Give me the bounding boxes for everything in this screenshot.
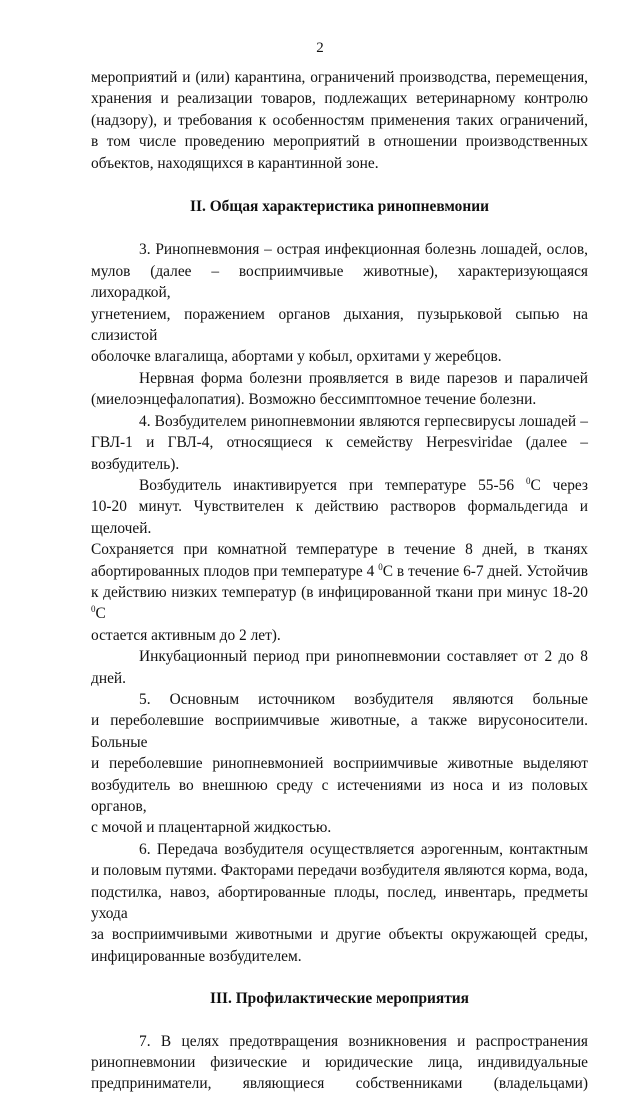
text-line: (миелоэнцефалопатия). Возможно бессимптомное течение болезни. xyxy=(91,391,537,409)
text-line: возбудитель во внешнюю среду с истечениями из носа и из половых органов, xyxy=(91,776,588,815)
text-fragment: Возбудитель инактивируется при температуре 55-56 xyxy=(139,476,526,494)
paragraph-intro-continuation xyxy=(91,67,588,174)
text-line: в том числе проведению мероприятий в отношении производственных xyxy=(91,133,588,151)
paragraph-4-incubation xyxy=(91,646,588,689)
text-line: 10-20 минут. Чувствителен к действию растворов формальдегида и щелочей. xyxy=(91,498,588,537)
text-line: и переболевшие восприимчивые животные, а также вирусоносители. Больные xyxy=(91,712,588,751)
text-line: мероприятий и (или) карантина, ограничений производства, перемещения, xyxy=(91,69,588,86)
text-line: (надзору), и требования к особенностям применения таких ограничений, xyxy=(91,111,588,129)
text-line: инфицированные возбудителем. xyxy=(91,947,302,965)
text-line: остается активным до 2 лет). xyxy=(91,626,281,644)
text-line xyxy=(91,475,588,496)
paragraph-4-inactivation xyxy=(91,475,588,646)
paragraph-3 xyxy=(91,239,588,367)
text-line: 5. Основным источником возбудителя являются больные xyxy=(139,690,588,708)
text-line: 7. В целях предотвращения возникновения и распространения xyxy=(139,1032,588,1050)
degree-superscript: 0 xyxy=(378,561,383,572)
text-line: подстилка, навоз, абортированные плоды, послед, инвентарь, предметы ухода xyxy=(91,883,588,923)
text-fragment: С в течение 6-7 дней. Устойчив xyxy=(382,562,588,580)
text-fragment: С через xyxy=(530,476,588,494)
text-line: и половым путями. Факторами передачи возбудителя являются корма, вода, xyxy=(91,862,588,880)
text-line: Сохраняется при комнатной температуре в течение 8 дней, в тканях xyxy=(91,541,588,559)
paragraph-6 xyxy=(91,839,588,967)
text-line: предприниматели, являющиеся собственниками (владельцами) xyxy=(91,1075,588,1093)
text-line: мулов (далее – восприимчивые животные), характеризующаяся лихорадкой, xyxy=(91,262,588,302)
text-line: за восприимчивыми животными и другие объекты окружающей среды, xyxy=(91,926,588,944)
text-line xyxy=(91,582,588,625)
text-line: хранения и реализации товаров, подлежащих ветеринарному контролю xyxy=(91,90,588,108)
paragraph-4 xyxy=(91,411,588,475)
text-line: объектов, находящихся в карантинной зоне. xyxy=(91,154,379,172)
text-fragment: к действию низких температур (в инфицированной ткани при минус 18-20 xyxy=(91,583,588,601)
document-body xyxy=(91,67,588,1095)
text-line: угнетением, поражением органов дыхания, пузырьковой сыпью на слизистой xyxy=(91,305,588,345)
paragraph-5 xyxy=(91,689,588,839)
text-fragment: абортированных плодов при температуре 4 xyxy=(91,562,379,580)
text-fragment: С xyxy=(95,605,106,623)
paragraph-3-nervous-form xyxy=(91,368,588,411)
degree-superscript: 0 xyxy=(525,475,531,486)
section-heading-2: II. Общая характеристика ринопневмонии xyxy=(190,198,489,216)
text-line: и переболевшие ринопневмонией восприимчивые животные выделяют xyxy=(91,755,588,773)
degree-superscript: 0 xyxy=(91,604,96,615)
text-line: Нервная форма болезни проявляется в виде парезов и параличей xyxy=(139,369,588,387)
text-line: с мочой и плацентарной жидкостью. xyxy=(91,819,332,837)
text-line: ринопневмонии физические и юридические лица, индивидуальные xyxy=(91,1054,588,1072)
paragraph-7 xyxy=(91,1031,588,1095)
text-line: 4. Возбудителем ринопневмонии являются герпесвирусы лошадей – xyxy=(139,412,588,430)
text-line: Инкубационный период при ринопневмонии составляет от 2 до 8 дней. xyxy=(91,648,588,687)
text-line: ГВЛ-1 и ГВЛ-4, относящиеся к семейству Herpesviridae (далее – возбудитель). xyxy=(91,434,588,473)
text-line: 3. Ринопневмония – острая инфекционная болезнь лошадей, ослов, xyxy=(139,241,588,259)
text-line: оболочке влагалища, абортами у кобыл, орхитами у жеребцов. xyxy=(91,348,502,366)
text-line: 6. Передача возбудителя осуществляется аэрогенным, контактным xyxy=(139,840,588,858)
text-line xyxy=(91,561,588,582)
page-number: 2 xyxy=(316,40,324,56)
section-heading-3: III. Профилактические мероприятия xyxy=(210,990,469,1008)
